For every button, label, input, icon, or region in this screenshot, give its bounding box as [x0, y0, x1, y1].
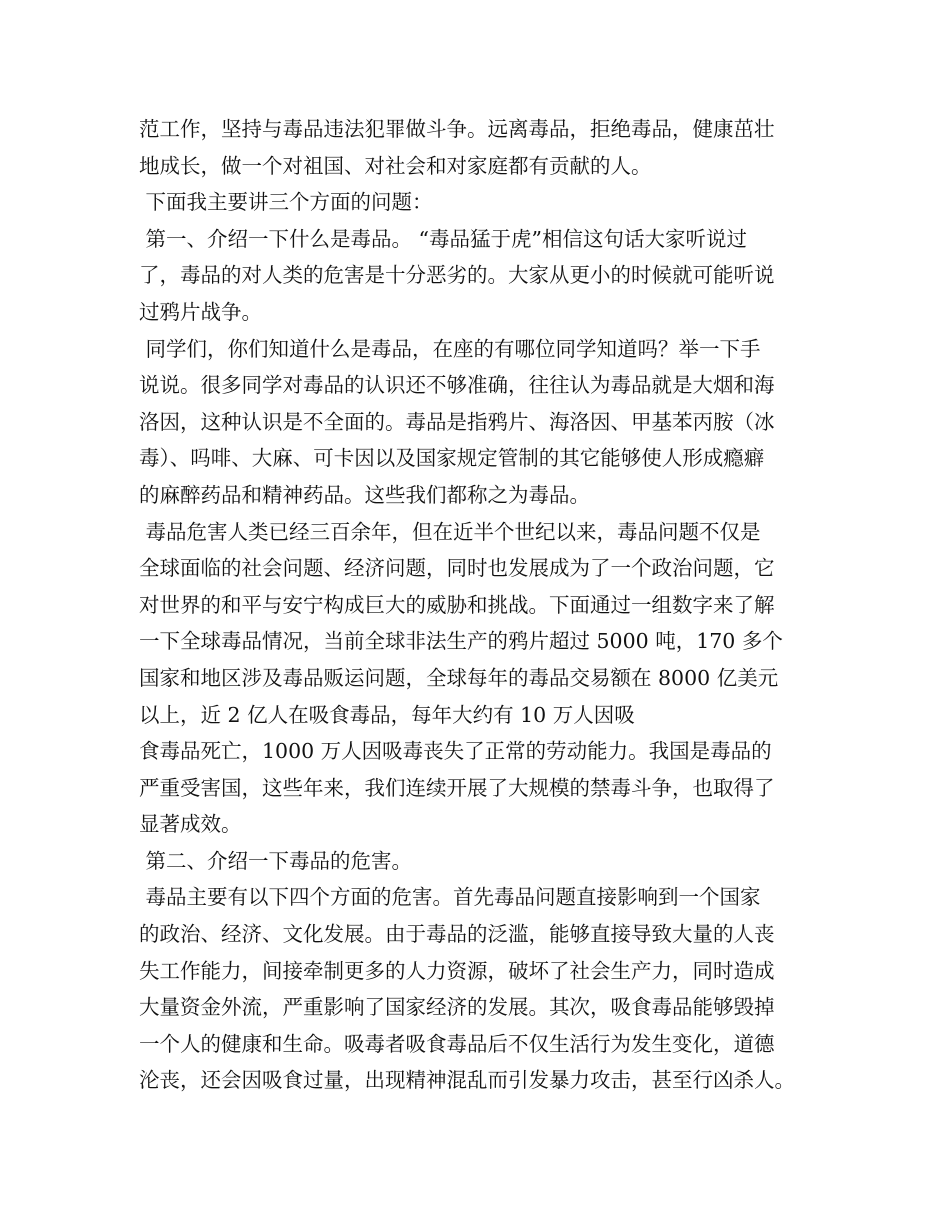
text-line: 第一、介绍一下什么是毒品。 “毒品猛于虎”相信这句话大家听说过 [139, 226, 747, 251]
text-line: 说说。很多同学对毒品的认识还不够准确，往往认为毒品就是大烟和海 [139, 373, 775, 398]
text-line: 范工作，坚持与毒品违法犯罪做斗争。远离毒品，拒绝毒品，健康茁壮 [139, 117, 775, 141]
text-line: 地成长，做一个对祖国、对社会和对家庭都有贡献的人。 [139, 153, 652, 178]
text-line: 失工作能力，间接牵制更多的人力资源，破坏了社会生产力，同时造成 [139, 958, 775, 983]
text-line: 毒）、吗啡、大麻、可卡因以及国家规定管制的其它能够使人形成瘾癖 [139, 446, 765, 471]
text-line: 一下全球毒品情况，当前全球非法生产的鸦片超过 5000 吨，170 多个 [139, 629, 783, 654]
text-line: 洛因，这种认识是不全面的。毒品是指鸦片、海洛因、甲基苯丙胺（冰 [139, 409, 775, 434]
text-line: 严重受害国，这些年来，我们连续开展了大规模的禁毒斗争，也取得了 [139, 775, 775, 800]
body-text [139, 111, 829, 1099]
text-line: 显著成效。 [139, 812, 242, 837]
text-line: 全球面临的社会问题、经济问题，同时也发展成为了一个政治问题，它 [139, 556, 775, 581]
text-line: 对世界的和平与安宁构成巨大的威胁和挑战。下面通过一组数字来了解 [139, 592, 775, 617]
text-line: 一个人的健康和生命。吸毒者吸食毒品后不仅生活行为发生变化，道德 [139, 1031, 775, 1056]
text-line: 第二、介绍一下毒品的危害。 [139, 848, 413, 873]
text-line: 了，毒品的对人类的危害是十分恶劣的。大家从更小的时候就可能听说 [139, 263, 775, 288]
text-line: 毒品危害人类已经三百余年，但在近半个世纪以来，毒品问题不仅是 [139, 519, 761, 544]
text-line: 过鸦片战争。 [139, 299, 262, 324]
text-line: 的政治、经济、文化发展。由于毒品的泛滥，能够直接导致大量的人丧 [139, 922, 775, 947]
text-line: 食毒品死亡，1000 万人因吸毒丧失了正常的劳动能力。我国是毒品的 [139, 739, 772, 764]
text-line: 大量资金外流，严重影响了国家经济的发展。其次，吸食毒品能够毁掉 [139, 995, 775, 1020]
text-line: 下面我主要讲三个方面的问题： [139, 190, 433, 215]
text-line: 毒品主要有以下四个方面的危害。首先毒品问题直接影响到一个国家 [139, 885, 761, 910]
text-line: 同学们，你们知道什么是毒品，在座的有哪位同学知道吗？举一下手 [139, 336, 761, 361]
text-line: 沦丧，还会因吸食过量，出现精神混乱而引发暴力攻击，甚至行凶杀人。 [139, 1068, 795, 1093]
text-line: 的麻醉药品和精神药品。这些我们都称之为毒品。 [139, 482, 590, 507]
text-line: 以上，近 2 亿人在吸食毒品，每年大约有 10 万人因吸 [139, 702, 635, 727]
text-line: 国家和地区涉及毒品贩运问题，全球每年的毒品交易额在 8000 亿美元 [139, 665, 779, 690]
